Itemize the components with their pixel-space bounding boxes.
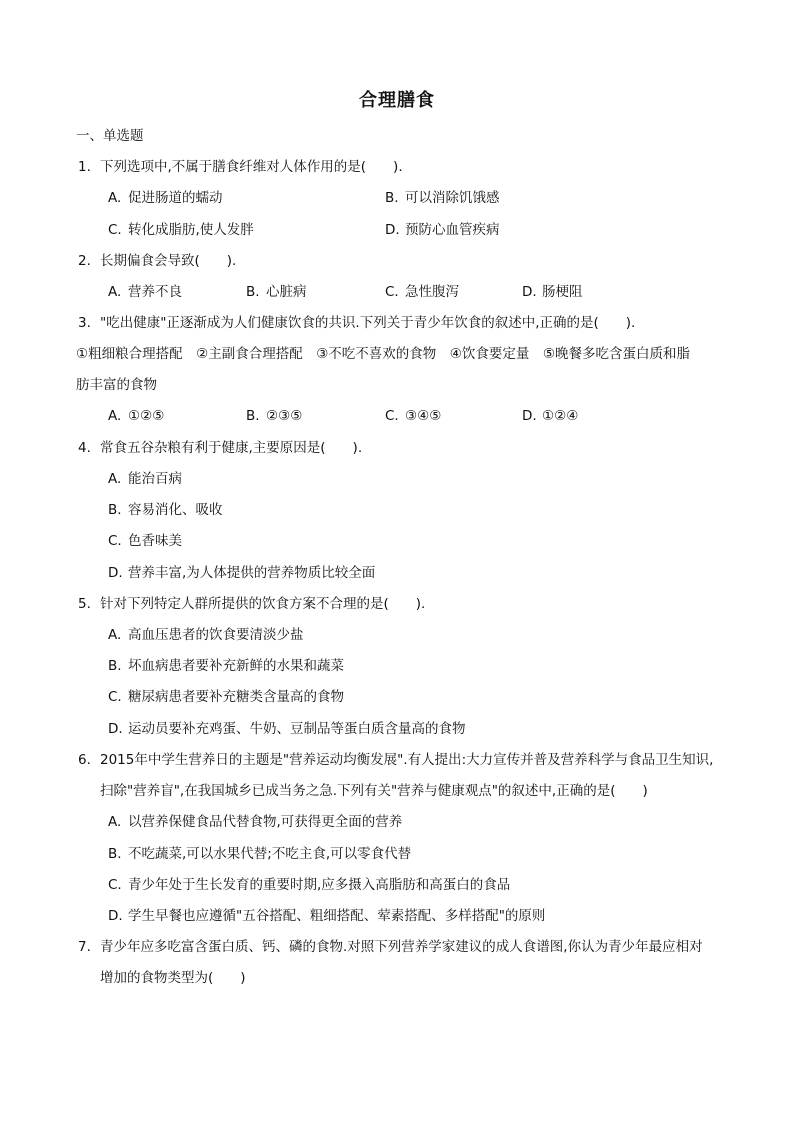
option-a[interactable]	[108, 469, 182, 489]
option-key: A.	[108, 471, 122, 487]
option-key: D.	[522, 284, 537, 300]
option-key: B.	[108, 502, 122, 518]
option-text: 肠梗阻	[542, 284, 583, 300]
option-key: B.	[385, 190, 399, 206]
question-stem-continued: ①粗细粮合理搭配 ②主副食合理搭配 ③不吃不喜欢的食物 ④饮食要定量 ⑤晚餐多吃含蛋白质和脂	[76, 346, 691, 362]
option-c[interactable]	[385, 282, 459, 302]
option-key: A.	[108, 284, 122, 300]
option-b[interactable]	[108, 656, 344, 676]
option-text: 可以消除饥饿感	[405, 190, 500, 206]
option-key: B.	[246, 408, 260, 424]
option-key: C.	[385, 408, 399, 424]
option-text: ③④⑤	[405, 408, 442, 424]
option-b[interactable]	[246, 406, 302, 426]
question-number: 7.	[78, 939, 91, 955]
option-key: A.	[108, 190, 122, 206]
option-key: A.	[108, 627, 122, 643]
option-text: 预防心血管疾病	[405, 222, 500, 238]
question-stem: 常食五谷杂粮有利于健康,主要原因是( ).	[100, 440, 363, 456]
option-text: 能治百病	[128, 471, 182, 487]
option-d[interactable]	[108, 563, 375, 583]
option-a[interactable]	[108, 282, 182, 302]
question-number: 2.	[78, 253, 91, 269]
option-text: 急性腹泻	[405, 284, 459, 300]
question-stem: 针对下列特定人群所提供的饮食方案不合理的是( ).	[100, 596, 426, 612]
option-c[interactable]	[108, 687, 344, 707]
option-a[interactable]	[108, 406, 164, 426]
question-stem: "吃出健康"正逐渐成为人们健康饮食的共识.下列关于青少年饮食的叙述中,正确的是( ).	[100, 315, 636, 331]
option-text: 色香味美	[128, 533, 182, 549]
option-key: C.	[108, 222, 122, 238]
option-text: 营养不良	[128, 284, 182, 300]
option-key: D.	[385, 222, 400, 238]
option-text: 以营养保健食品代替食物,可获得更全面的营养	[128, 814, 403, 830]
option-key: C.	[108, 877, 122, 893]
question-stem: 长期偏食会导致( ).	[100, 253, 237, 269]
option-b[interactable]	[385, 188, 500, 208]
option-key: D.	[108, 565, 123, 581]
option-key: C.	[108, 533, 122, 549]
option-d[interactable]	[522, 406, 578, 426]
question-number: 4.	[78, 440, 91, 456]
option-text: 坏血病患者要补充新鲜的水果和蔬菜	[128, 658, 344, 674]
question-number: 5.	[78, 596, 91, 612]
option-key: D.	[522, 408, 537, 424]
question-stem-continued: 扫除"营养盲",在我国城乡已成当务之急.下列有关"营养与健康观点"的叙述中,正确的是( )	[100, 783, 648, 799]
question-stem-continued: 肪丰富的食物	[76, 377, 157, 393]
option-text: 运动员要补充鸡蛋、牛奶、豆制品等蛋白质含量高的食物	[128, 721, 466, 737]
option-text: 促进肠道的蠕动	[128, 190, 223, 206]
question-number: 1.	[78, 159, 91, 175]
option-a[interactable]	[108, 812, 402, 832]
option-key: B.	[108, 846, 122, 862]
option-key: A.	[108, 814, 122, 830]
option-text: 糖尿病患者要补充糖类含量高的食物	[128, 689, 344, 705]
option-text: 青少年处于生长发育的重要时期,应多摄入高脂肪和高蛋白的食品	[128, 877, 511, 893]
option-b[interactable]	[108, 844, 411, 864]
option-c[interactable]	[108, 875, 510, 895]
question-stem: 青少年应多吃富含蛋白质、钙、磷的食物.对照下列营养学家建议的成人食谱图,你认为青少年最应相对	[100, 939, 703, 955]
question-stem: 下列选项中,不属于膳食纤维对人体作用的是( ).	[100, 159, 403, 175]
option-c[interactable]	[108, 220, 254, 240]
option-text: 心脏病	[266, 284, 307, 300]
question-stem: 2015年中学生营养日的主题是"营养运动均衡发展".有人提出:大力宣传并普及营养科学与食品卫生知识,	[100, 752, 714, 768]
option-d[interactable]	[385, 220, 500, 240]
option-text: 学生早餐也应遵循"五谷搭配、粗细搭配、荤素搭配、多样搭配"的原则	[128, 908, 546, 924]
option-key: B.	[108, 658, 122, 674]
section-heading: 一、单选题	[76, 128, 144, 144]
option-key: A.	[108, 408, 122, 424]
option-text: 营养丰富,为人体提供的营养物质比较全面	[128, 565, 376, 581]
option-text: ①②⑤	[128, 408, 165, 424]
option-c[interactable]	[385, 406, 441, 426]
option-a[interactable]	[108, 625, 304, 645]
option-key: C.	[385, 284, 399, 300]
option-b[interactable]	[246, 282, 307, 302]
option-c[interactable]	[108, 531, 182, 551]
option-b[interactable]	[108, 500, 223, 520]
option-text: ②③⑤	[266, 408, 303, 424]
option-key: D.	[108, 721, 123, 737]
option-d[interactable]	[522, 282, 583, 302]
option-key: D.	[108, 908, 123, 924]
option-text: 高血压患者的饮食要清淡少盐	[128, 627, 304, 643]
document-title: 合理膳食	[359, 90, 435, 111]
option-text: 转化成脂肪,使人发胖	[128, 222, 254, 238]
question-number: 3.	[78, 315, 91, 331]
question-number: 6.	[78, 752, 91, 768]
option-text: ①②④	[542, 408, 579, 424]
option-d[interactable]	[108, 906, 545, 926]
option-key: C.	[108, 689, 122, 705]
question-stem-continued: 增加的食物类型为( )	[100, 970, 246, 986]
option-key: B.	[246, 284, 260, 300]
option-text: 不吃蔬菜,可以水果代替;不吃主食,可以零食代替	[128, 846, 412, 862]
option-a[interactable]	[108, 188, 223, 208]
option-d[interactable]	[108, 719, 466, 739]
option-text: 容易消化、吸收	[128, 502, 223, 518]
